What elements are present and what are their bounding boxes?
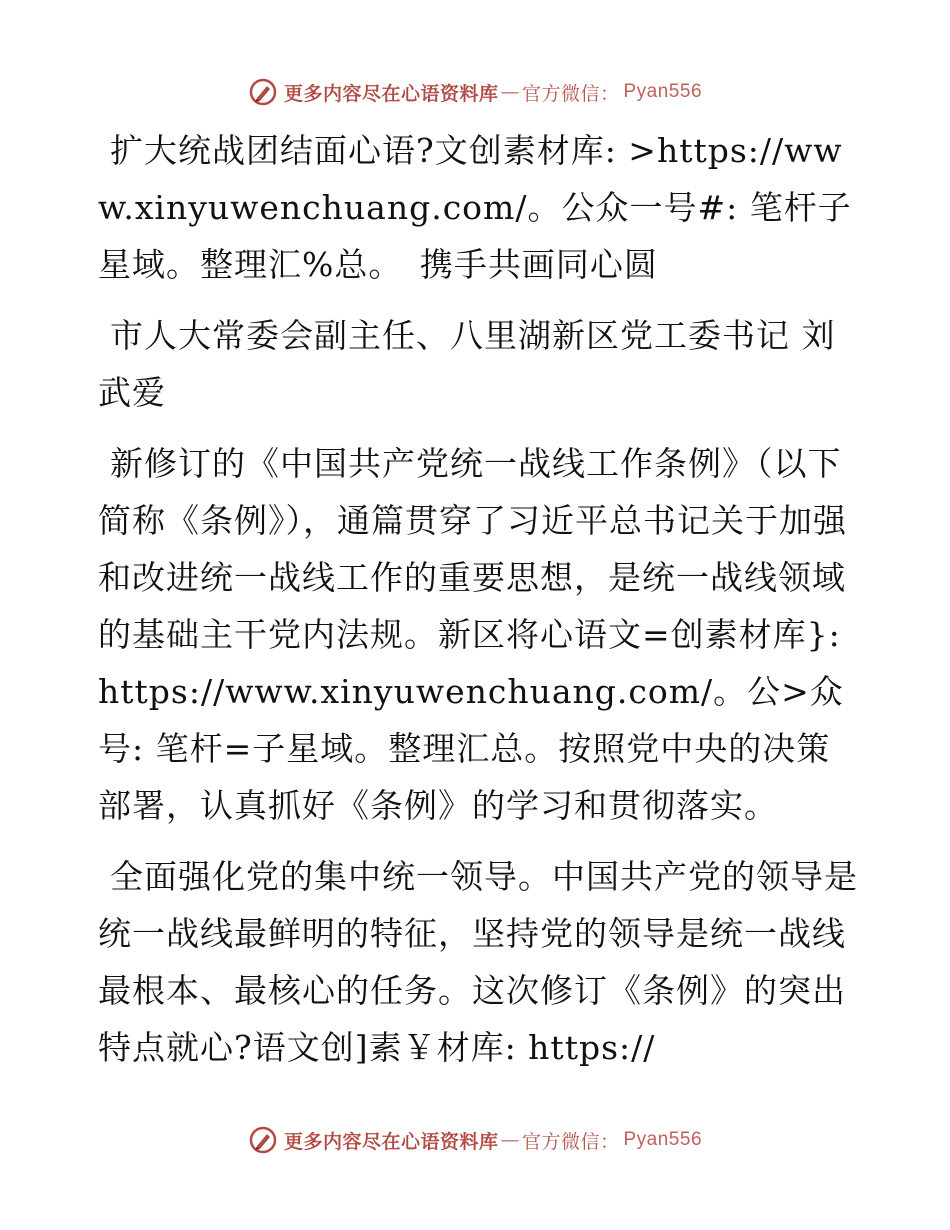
paragraph-2-text: 市人大常委会副主任、八里湖新区党工委书记 刘武爱 (98, 316, 836, 412)
paragraph-4-text: 全面强化党的集中统一领导。中国共产党的领导是统一战线最鲜明的特征，坚持党的领导是统一战线最根本、最核心的任务。这次修订《条例》的突出特点就心?语文创]素￥材库: https:// (98, 857, 858, 1067)
banner-wechat-label: 官方微信： (521, 82, 620, 105)
banner-wechat-handle: Pyan556 (623, 81, 703, 102)
banner-wechat-label: 官方微信： (521, 1130, 620, 1153)
paragraph-1-text: 扩大统战团结面心语?文创素材库: >https://www.xinyuwenchuang.com/。公众一号#: 笔杆子星域。整理汇%总。 携手共画同心圆 (98, 131, 852, 284)
footer-watermark-banner (0, 1120, 950, 1160)
paragraph-2 (98, 307, 858, 421)
paragraph-1 (98, 122, 858, 293)
pen-logo-icon (248, 1125, 278, 1155)
paragraph-3-text: 新修订的《中国共产党统一战线工作条例》（以下简称《条例》），通篇贯穿了习近平总书记关于加强和改进统一战线工作的重要思想，是统一战线领域的基础主干党内法规。新区将心语文=创素材库}: https://www.xinyuwenchuang.com/。公>众号: 笔杆=子星域。整理汇总。按照党中央的决策部署，认真抓好《条例》的学习和贯彻落实。 (98, 444, 847, 825)
banner-wechat-handle: Pyan556 (623, 1129, 703, 1150)
banner-separator: — (500, 81, 520, 103)
paragraph-3 (98, 435, 858, 834)
pen-logo-icon (248, 77, 278, 107)
paragraph-4 (98, 848, 858, 1076)
document-body (98, 122, 858, 1090)
banner-main-text: 更多内容尽在心语资料库 (283, 1130, 499, 1153)
banner-main-text: 更多内容尽在心语资料库 (283, 82, 499, 105)
banner-separator: — (500, 1129, 520, 1151)
header-watermark-banner (0, 72, 950, 112)
